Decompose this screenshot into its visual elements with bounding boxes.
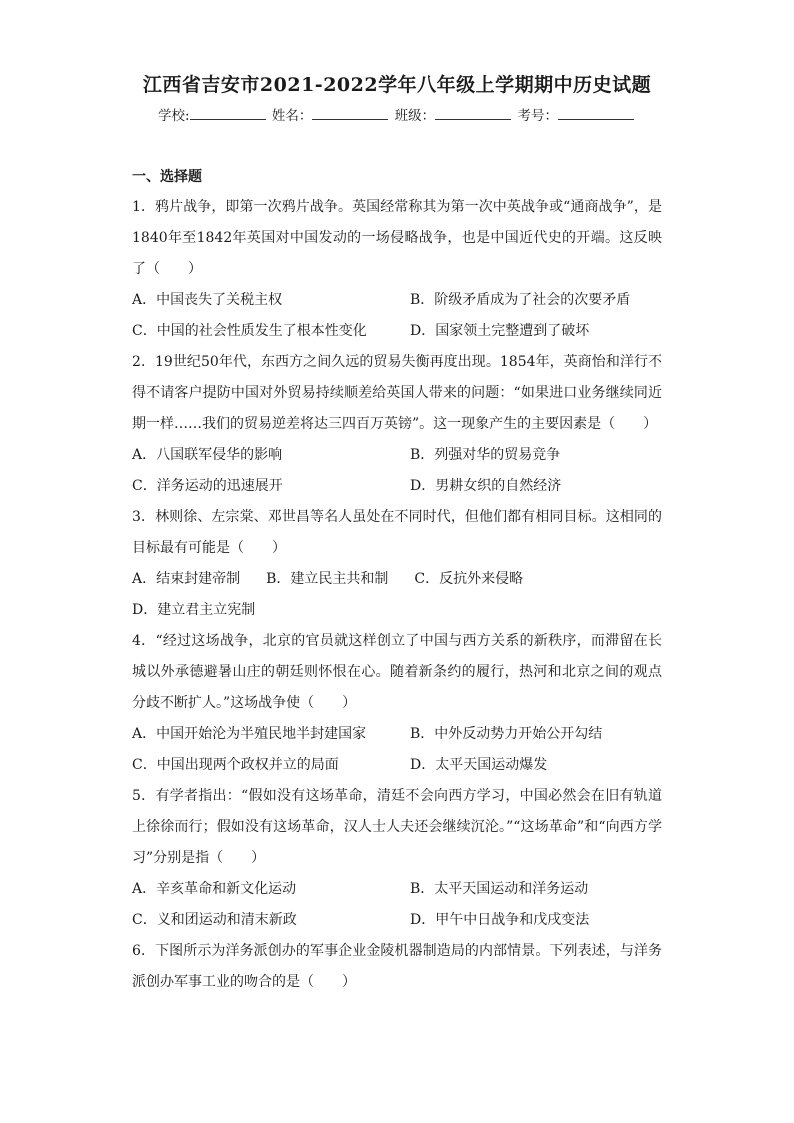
question-text: 4．“经过这场战争，北京的官员就这样创立了中国与西方关系的新秩序，而滞留在长城以外承德避暑山庄的朝廷则怀恨在心。随着新条约的履行，热河和北京之间的观点分歧不断扩人。”这场战争使（ ）	[132, 633, 662, 711]
option-group	[132, 285, 662, 347]
exam-title: 江西省吉安市2021-2022学年八年级上学期期中历史试题	[142, 74, 652, 96]
name-label: 姓名：	[271, 108, 313, 124]
option-d: D．国家领土完整遭到了破坏	[410, 323, 590, 339]
option-b: B．中外反动势力开始公开勾结	[410, 726, 603, 742]
exam-number-label: 考号：	[517, 108, 558, 124]
option-d: D．男耕女织的自然经济	[410, 478, 562, 494]
question-2	[132, 347, 662, 502]
student-info-line	[0, 104, 794, 124]
question-text: 6．下图所示为洋务派创办的军事企业金陵机器制造局的内部情景。下列表述，与洋务派创办军事工业的吻合的是（ ）	[132, 943, 662, 990]
option-a: A．中国开始沦为半殖民地半封建国家	[132, 726, 367, 742]
section-heading: 一、选择题	[132, 169, 202, 185]
option-c: C．洋务运动的迅速展开	[132, 478, 283, 494]
question-text: 5．有学者指出：“假如没有这场革命，清廷不会向西方学习，中国必然会在旧有轨道上徐徐而行；假如没有这场革命，汉人士人夫还会继续沉沦。”“这场革命”和“向西方学习”分别是指（ ）	[132, 788, 662, 866]
class-label: 班级：	[394, 108, 436, 124]
question-1	[132, 192, 662, 347]
option-d: D．甲午中日战争和戊戌变法	[410, 912, 590, 928]
option-b: B．阶级矛盾成为了社会的次要矛盾	[410, 292, 631, 308]
option-a: A．结束封建帝制	[132, 571, 241, 587]
question-text: 3．林则徐、左宗棠、邓世昌等名人虽处在不同时代，但他们都有相同目标。这相同的目标最有可能是（ ）	[132, 509, 662, 556]
option-c: C．反抗外来侵略	[414, 571, 524, 587]
option-group	[132, 440, 662, 502]
exam-number-blank	[558, 107, 634, 120]
question-3	[132, 502, 662, 626]
option-c: C．中国出现两个政权并立的局面	[132, 757, 339, 773]
question-list	[132, 192, 662, 998]
option-b: B．建立民主共和制	[266, 571, 389, 587]
school-blank	[190, 107, 266, 120]
option-d: D．建立君主立宪制	[132, 602, 256, 618]
question-5	[132, 781, 662, 936]
option-group	[132, 874, 662, 936]
option-c: C．中国的社会性质发生了根本性变化	[132, 323, 367, 339]
option-c: C．义和团运动和清末新政	[132, 912, 297, 928]
option-b: B．太平天国运动和洋务运动	[410, 881, 589, 897]
option-group	[132, 719, 662, 781]
name-blank	[312, 107, 388, 120]
class-blank	[435, 107, 511, 120]
question-6	[132, 936, 662, 998]
question-4	[132, 626, 662, 781]
question-text: 2．19世纪50年代，东西方之间久远的贸易失衡再度出现。1854年，英商怡和洋行不得不请客户提防中国对外贸易持续顺差给英国人带来的问题：“如果进口业务继续同近期一样……我们的贸易逆差将达三四百万英镑”。这一现象产生的主要因素是（ ）	[132, 354, 662, 432]
option-b: B．列强对华的贸易竞争	[410, 447, 561, 463]
option-group	[132, 564, 662, 626]
option-a: A．中国丧失了关税主权	[132, 292, 283, 308]
option-a: A．辛亥革命和新文化运动	[132, 881, 297, 897]
option-a: A．八国联军侵华的影响	[132, 447, 283, 463]
option-d: D．太平天国运动爆发	[410, 757, 548, 773]
question-text: 1．鸦片战争，即第一次鸦片战争。英国经常称其为第一次中英战争或“通商战争”，是1840年至1842年英国对中国发动的一场侵略战争，也是中国近代史的开端。这反映了（ ）	[132, 199, 662, 277]
school-label: 学校:	[158, 108, 190, 124]
